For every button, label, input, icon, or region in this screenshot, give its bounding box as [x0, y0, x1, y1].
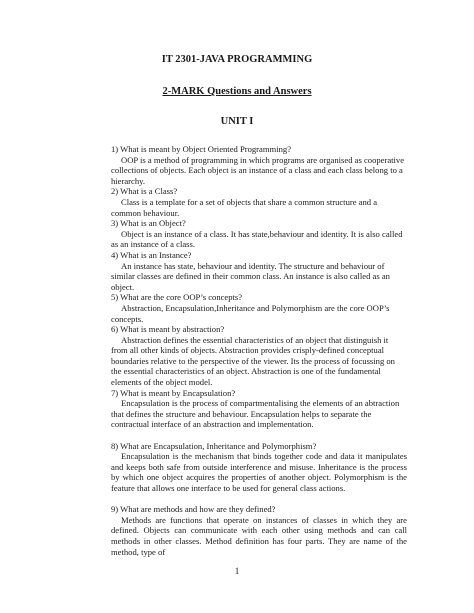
answer-9: Methods are functions that operate on instances of classes in which they are defined. Objects can communicate with each other using methods and can call methods in other classes. Method definition has four parts. They are name of the method, type of: [111, 514, 407, 557]
question-8: 8) What are Encapsulation, Inheritance and Polymorphism?: [111, 440, 317, 451]
spacer: [111, 430, 407, 441]
answer-2: Class is a template for a set of objects that share a common structure and a common behaviour.: [111, 196, 378, 218]
answer-4: An instance has state, behaviour and identity. The structure and behaviour of similar classes are defined in their common class. An instance is also called as an object.: [111, 260, 390, 292]
answer-8: Encapsulation is the mechanism that binds together code and data it manipulates and keeps both safe from outside interference and misuse. Inheritance is the process by which one object acquires the properties of another object. Polymorphism is the feature that allows one interface to be used for general class actions.: [111, 451, 407, 493]
question-3: 3) What is an Object?: [111, 218, 186, 229]
answer-7: Encapsulation is the process of compartmentalising the elements of an abtraction that defines the structure and behaviour. Encapsulation helps to separate the contractual interface of an abstraction and implementation.: [111, 398, 400, 430]
unit-heading: UNIT I: [220, 116, 254, 127]
question-2: 2) What is a Class?: [111, 186, 178, 197]
answer-3: Object is an instance of a class. It has state,behaviour and identity. It is also called as an instance of a class.: [111, 228, 403, 250]
document-subtitle: 2-MARK Questions and Answers: [162, 86, 312, 97]
answer-5: Abstraction, Encapsulation,Inheritance and Polymorphism are the core OOP’s concepts.: [111, 302, 390, 324]
answer-6: Abstraction defines the essential characteristics of an object that distinguish it from all other kinds of objects. Abstraction provides crisply-defined conceptual boundaries relative to the perspective of the viewer. Its the process of focussing on the essential characteristics of an object. Abstraction is one of the fundamental elements of the object model.: [111, 334, 395, 388]
question-5: 5) What are the core OOP’s concepts?: [111, 292, 243, 303]
question-1: 1) What is meant by Object Oriented Programming?: [111, 144, 292, 154]
document-title: IT 2301-JAVA PROGRAMMING: [161, 54, 313, 65]
question-7: 7) What is meant by Encapsulation?: [111, 387, 236, 398]
question-6: 6) What is meant by abstraction?: [111, 324, 225, 335]
question-4: 4) What is an Instance?: [111, 249, 192, 260]
qa-list: [111, 144, 407, 557]
question-9: 9) What are methods and how are they defined?: [111, 504, 276, 515]
spacer: [111, 494, 407, 505]
answer-1: OOP is a method of programming in which programs are organised as cooperative collections of objects. Each object is an instance of a class and each class belong to a hierarchy.: [111, 154, 405, 186]
page-number: 1: [234, 566, 240, 576]
